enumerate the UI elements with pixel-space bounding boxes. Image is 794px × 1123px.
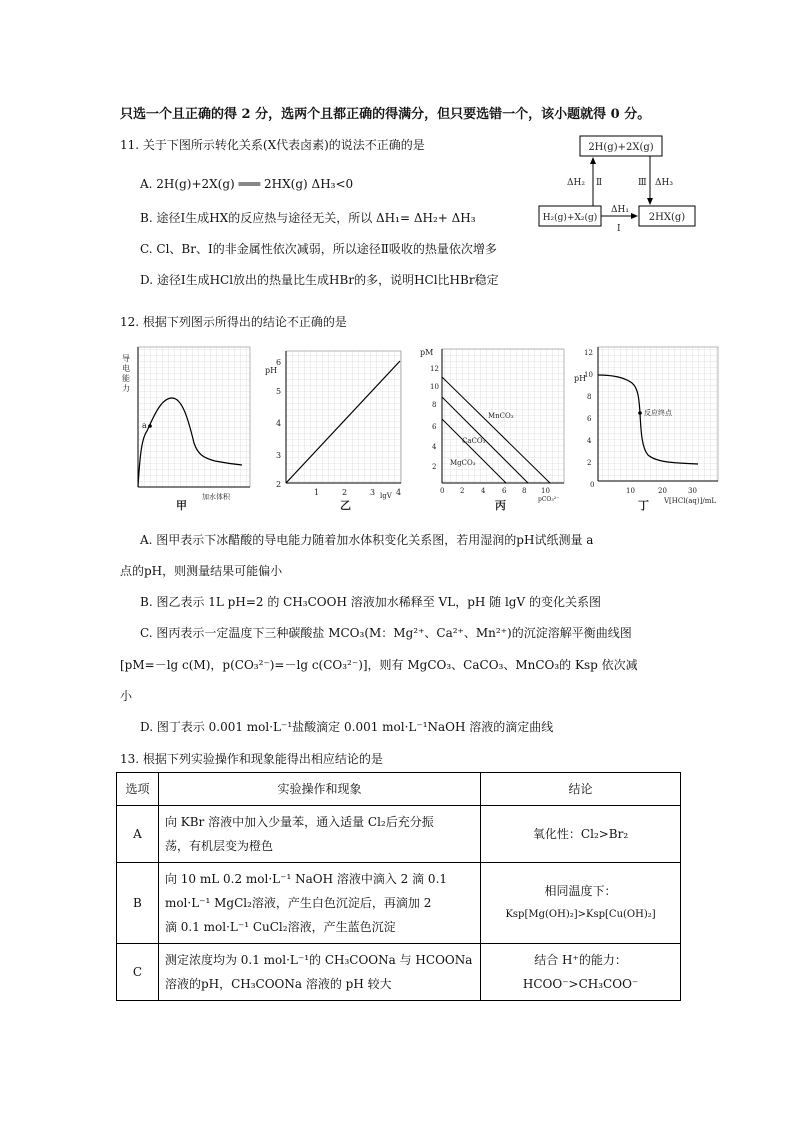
- op-line: mol·L⁻¹ MgCl₂溶液，产生白色沉淀后，再滴加 2: [164, 896, 432, 910]
- conclusion-line: Ksp[Mg(OH)₂]>Ksp[Cu(OH)₂]: [505, 909, 656, 920]
- q11-option-b: B. 途径Ⅰ生成HX的反应热与途径无关，所以 ΔH₁= ΔH₂+ ΔH₃: [140, 211, 476, 225]
- ytick-10: 10: [430, 383, 439, 391]
- dh2-label: ΔH₂: [567, 178, 585, 188]
- xtick-3: 3: [370, 488, 376, 497]
- ytick-6: 6: [432, 423, 437, 431]
- row-operation: [158, 863, 480, 944]
- row-operation: [158, 944, 480, 1001]
- path2-label: Ⅱ: [596, 178, 603, 188]
- ylabel-3: 能: [122, 374, 130, 383]
- q12-option-c-line2: [pM=－lg c(M)，p(CO₃²⁻)=－lg c(CO₃²⁻)]，则有 MgCO₃、CaCO₃、MnCO₃的 Ksp 依次减: [120, 658, 638, 672]
- scoring-note: 只选一个且正确的得 2 分，选两个且都正确的得满分，但只要选错一个，该小题就得 0 分。: [120, 107, 651, 122]
- ytick-4: 4: [276, 419, 282, 428]
- op-line: 滴 0.1 mol·L⁻¹ CuCl₂溶液，产生蓝色沉淀: [164, 920, 396, 934]
- right-box-label: 2HX(g): [648, 212, 686, 223]
- row-conclusion: [481, 806, 681, 863]
- conclusion-line: HCOO⁻>CH₃COO⁻: [522, 977, 639, 991]
- xtick-8: 8: [522, 487, 527, 495]
- xtick-2: 2: [460, 487, 465, 495]
- point-a-label: a: [142, 421, 147, 430]
- xlabel: V[HCl(aq)]/mL: [664, 497, 716, 505]
- ytick-4: 4: [432, 443, 437, 451]
- q11-option-d: D. 途径Ⅰ生成HCl放出的热量比生成HBr的多，说明HCl比HBr稳定: [140, 273, 499, 287]
- xtick-2: 2: [342, 488, 348, 497]
- q12-option-a-line2: 点的pH，则测量结果可能偏小: [120, 564, 283, 578]
- xtick-4: 4: [396, 488, 402, 497]
- ytick-12: 12: [584, 349, 593, 357]
- table-header-row: [117, 773, 681, 806]
- q11-stem: 11. 关于下图所示转化关系(X代表卤素)的说法不正确的是: [120, 138, 425, 152]
- header-conclusion: 结论: [481, 773, 681, 806]
- xtick-20: 20: [658, 487, 667, 495]
- row-option: A: [117, 806, 159, 863]
- grid: [138, 347, 250, 487]
- conclusion-line: 结合 H⁺的能力：: [534, 953, 627, 967]
- graph-jia: [120, 343, 260, 513]
- xtick-0: 0: [440, 487, 445, 495]
- dh1-label: ΔH₁: [611, 205, 629, 215]
- row-operation: [158, 806, 480, 863]
- header-option: 选项: [117, 773, 159, 806]
- ylabel: pH: [574, 374, 587, 383]
- xtick-10: 10: [626, 487, 635, 495]
- header-operation: 实验操作和现象: [158, 773, 480, 806]
- q12-stem: 12. 根据下列图示所得出的结论不正确的是: [120, 315, 347, 329]
- point-a: [148, 424, 152, 428]
- op-line: 向 KBr 溶液中加入少量苯，通入适量 Cl₂后充分振: [164, 815, 434, 829]
- xtick-4: 4: [481, 487, 486, 495]
- arrow-path1-head: [631, 213, 638, 219]
- xlabel: lgV: [380, 492, 392, 500]
- ytick-2: 2: [432, 463, 437, 471]
- ytick-5: 5: [276, 387, 282, 396]
- conclusion-line: 相同温度下：: [544, 884, 617, 898]
- arrow-path2-head: [590, 157, 596, 164]
- q12-option-d: D. 图丁表示 0.001 mol·L⁻¹盐酸滴定 0.001 mol·L⁻¹NaOH 溶液的滴定曲线: [140, 720, 554, 734]
- ylabel-2: 电: [122, 364, 130, 373]
- graph-label-yi: 乙: [340, 499, 351, 512]
- q12-option-b: B. 图乙表示 1L pH=2 的 CH₃COOH 溶液加水稀释至 VL，pH 随 lgV 的变化关系图: [140, 595, 601, 609]
- graph-yi: [262, 343, 412, 513]
- mgco3-label: MgCO₃: [450, 459, 476, 467]
- q13-table: [116, 772, 681, 1001]
- q11-option-a: A. 2H(g)+2X(g) ═══ 2HX(g) ΔH₃<0: [140, 177, 354, 191]
- op-line: 测定浓度均为 0.1 mol·L⁻¹的 CH₃COONa 与 HCOONa: [164, 953, 473, 967]
- op-line: 荡，有机层变为橙色: [164, 839, 273, 853]
- q12-option-a-line1: A. 图甲表示下冰醋酸的导电能力随着加水体积变化关系图，若用湿润的pH试纸测量 a: [140, 533, 594, 547]
- row-conclusion: [481, 944, 681, 1001]
- q13-stem: 13. 根据下列实验操作和现象能得出相应结论的是: [120, 752, 383, 766]
- q12-option-c-line3: 小: [120, 689, 133, 703]
- left-box-label: H₂(g)+X₂(g): [542, 213, 598, 223]
- caco3-label: CaCO₃: [462, 437, 486, 445]
- ylabel-4: 力: [122, 384, 130, 393]
- conclusion-line: 氧化性：Cl₂>Br₂: [532, 827, 629, 841]
- graph-bing: [420, 343, 570, 513]
- row-option: B: [117, 863, 159, 944]
- graph-label-ding: 丁: [638, 499, 649, 512]
- ytick-3: 3: [276, 451, 282, 460]
- table-row: [117, 944, 681, 1001]
- endpoint-marker: [638, 411, 642, 415]
- q12-option-c-line1: C. 图丙表示一定温度下三种碳酸盐 MCO₃(M：Mg²⁺、Ca²⁺、Mn²⁺)的沉淀溶解平衡曲线图: [140, 626, 632, 640]
- q11-option-c: C. Cl、Br、I的非金属性依次减弱，所以途径Ⅱ吸收的热量依次增多: [140, 242, 497, 256]
- xlabel: 加水体积: [202, 493, 230, 501]
- xtick-1: 1: [314, 488, 320, 497]
- xlabel: pCO₃²⁻: [538, 496, 560, 503]
- xtick-10: 10: [541, 487, 550, 495]
- grid: [286, 351, 401, 483]
- ytick-8: 8: [587, 393, 592, 401]
- graph-label-bing: 丙: [495, 499, 506, 512]
- ylabel: pM: [420, 348, 434, 357]
- op-line: 溶液的pH，CH₃COONa 溶液的 pH 较大: [164, 977, 392, 991]
- ytick-6: 6: [587, 415, 592, 423]
- ytick-12: 12: [430, 365, 439, 373]
- table-row: [117, 863, 681, 944]
- endpoint-label: 反应终点: [644, 409, 672, 417]
- mnco3-label: MnCO₃: [488, 412, 514, 420]
- ytick-8: 8: [432, 401, 437, 409]
- row-option: C: [117, 944, 159, 1001]
- table-row: [117, 806, 681, 863]
- ytick-10: 10: [584, 371, 593, 379]
- arrow-path3-head: [647, 198, 653, 205]
- graph-label-jia: 甲: [176, 499, 187, 512]
- row-conclusion: [481, 863, 681, 944]
- ytick-6: 6: [276, 358, 282, 367]
- ylabel-1: 导: [122, 354, 130, 363]
- ytick-4: 4: [587, 437, 592, 445]
- ytick-0: 0: [590, 481, 595, 489]
- q11-energy-cycle-diagram: [535, 130, 700, 235]
- op-line: 向 10 mL 0.2 mol·L⁻¹ NaOH 溶液中滴入 2 滴 0.1: [164, 872, 448, 886]
- ytick-2: 2: [276, 480, 282, 489]
- graph-ding: [572, 343, 722, 513]
- ytick-2: 2: [587, 459, 592, 467]
- ylabel: pH: [265, 366, 278, 375]
- top-box-label: 2H(g)+2X(g): [588, 142, 654, 153]
- path3-label: Ⅲ: [638, 178, 647, 188]
- xtick-6: 6: [502, 487, 507, 495]
- dh3-label: ΔH₃: [655, 178, 673, 188]
- path1-label: Ⅰ: [617, 224, 621, 234]
- xtick-30: 30: [688, 487, 697, 495]
